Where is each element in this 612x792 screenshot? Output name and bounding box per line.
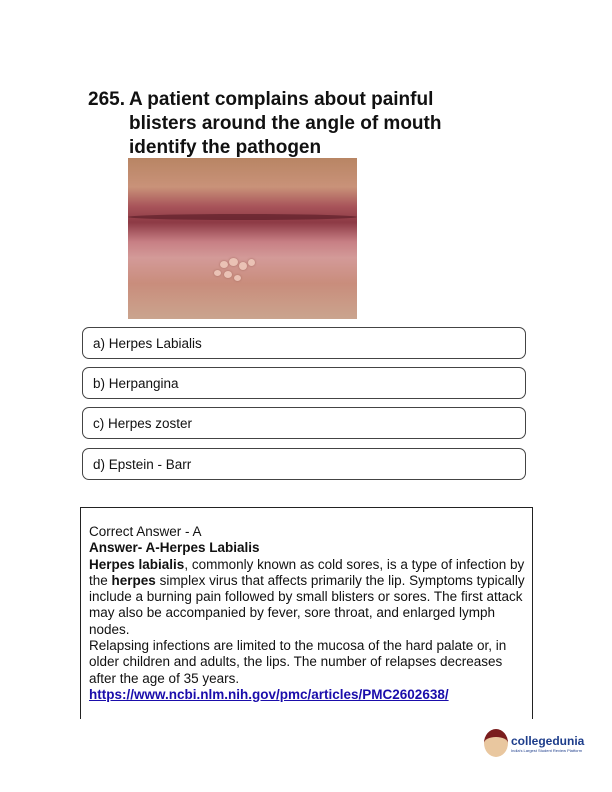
option-b[interactable]: b) Herpangina: [82, 367, 526, 399]
option-a[interactable]: a) Herpes Labialis: [82, 327, 526, 359]
lip-blister-photo: [128, 158, 357, 319]
mascot-icon: [484, 729, 508, 757]
question-text: A patient complains about painful blisters around the angle of mouth identify the pathogen: [129, 89, 442, 158]
correct-answer: Correct Answer - A: [89, 524, 202, 539]
term: herpes: [111, 572, 156, 588]
option-c[interactable]: c) Herpes zoster: [82, 407, 526, 439]
answer-heading: Answer- A-Herpes Labialis: [89, 540, 260, 556]
text: simplex virus that affects primarily the lip. Symptoms typically include a burning pain followed by small blisters or sores. The first attack may also be accompanied by fever, sore throat, and enlarged lymph nodes.: [89, 572, 525, 637]
logo-tagline: India's Largest Student Review Platform: [511, 747, 583, 753]
explanation-paragraph: [89, 557, 532, 638]
relapse-paragraph: Relapsing infections are limited to the mucosa of the hard palate or, in older children and adults, the lips. The number of relapses decreases after the age of 35 years.: [89, 638, 507, 686]
option-d[interactable]: d) Epstein - Barr: [82, 448, 526, 480]
collegedunia-logo: [484, 729, 584, 757]
term: Herpes labialis: [89, 556, 185, 572]
text: , commonly known as cold sores, is a type of infection by the: [89, 556, 525, 588]
logo-name: collegedunia: [511, 733, 585, 748]
question-number: 265.: [88, 89, 125, 110]
reference-link[interactable]: https://www.ncbi.nlm.nih.gov/pmc/articles/PMC2602638/: [89, 686, 449, 702]
answer-box: [80, 507, 533, 719]
